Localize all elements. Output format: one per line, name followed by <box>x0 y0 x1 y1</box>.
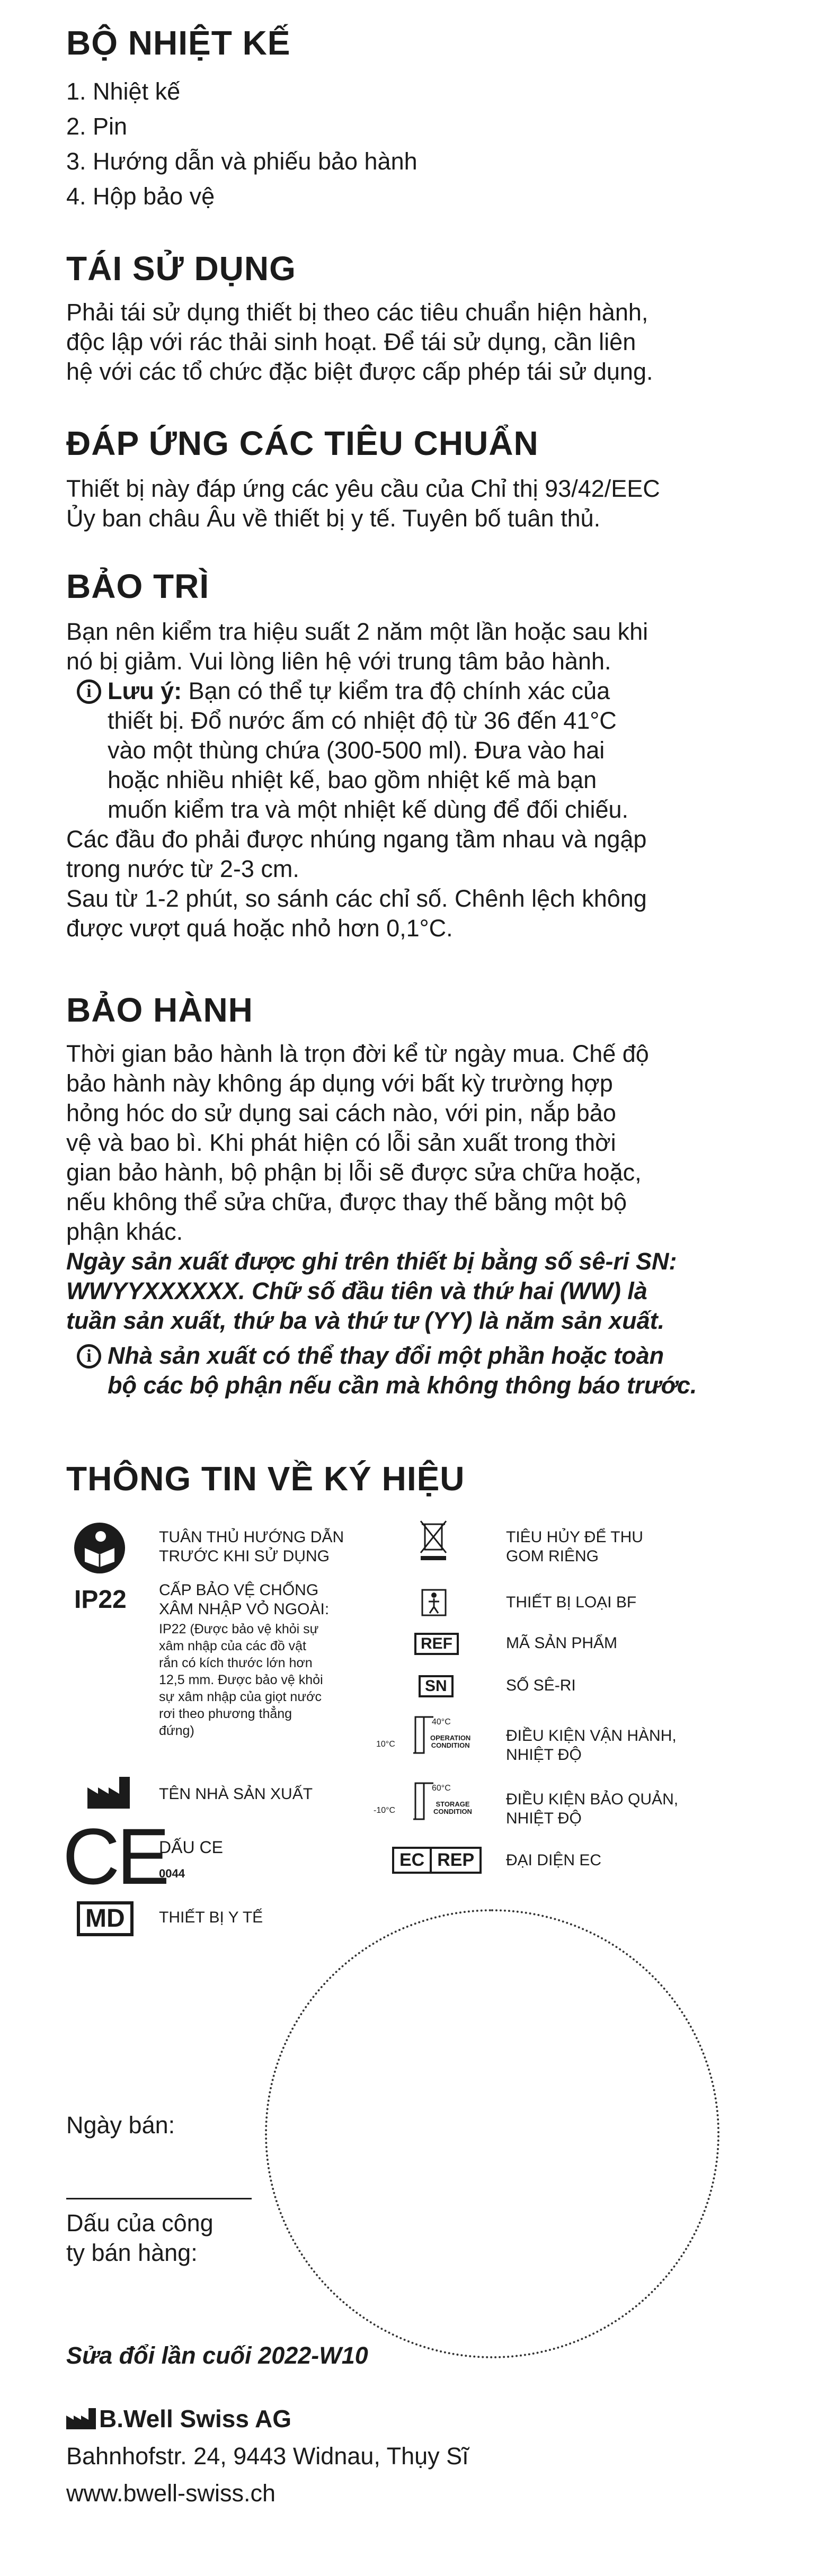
label-line: STORAGE <box>436 1800 470 1808</box>
label-line: Dấu của công <box>66 2210 214 2237</box>
ec-label: ĐẠI DIỆN EC <box>506 1851 602 1869</box>
sale-date-label: Ngày bán: <box>66 2112 175 2139</box>
maintenance-body <box>66 617 808 943</box>
warranty-line: bảo hành này không áp dụng với bất kỳ trường hợp <box>66 1070 613 1097</box>
kit-list <box>66 74 418 214</box>
md-label: THIẾT BỊ Y TẾ <box>159 1909 263 1926</box>
manufacturer-icon <box>87 1777 130 1809</box>
sn-label: SỐ SÊ-RI <box>506 1677 576 1694</box>
note-line: thiết bị. Đổ nước ấm có nhiệt độ từ 36 đến 41°C <box>108 707 617 734</box>
stamp-circle <box>265 1909 719 2358</box>
ec-badge: EC <box>394 1849 432 1872</box>
ce-number: 0044 <box>159 1867 185 1880</box>
maintenance-line: Sau từ 1-2 phút, so sánh các chỉ số. Chênh lệch không <box>66 885 647 912</box>
follow-instructions-label <box>159 1528 344 1566</box>
bf-label: THIẾT BỊ LOẠI BF <box>506 1594 637 1611</box>
sn-badge: SN <box>419 1675 454 1697</box>
warranty-line: Thời gian bảo hành là trọn đời kể từ ngày mua. Chế độ <box>66 1040 649 1067</box>
ip-title <box>159 1581 329 1619</box>
label-line: GOM RIÊNG <box>506 1548 599 1565</box>
label-line: ty bán hàng: <box>66 2239 198 2266</box>
ec-rep-badge <box>392 1847 482 1874</box>
recycle-title: TÁI SỬ DỤNG <box>66 249 296 288</box>
manufacturer-label: TÊN NHÀ SẢN XUẤT <box>159 1785 313 1803</box>
maintenance-line: Các đầu đo phải được nhúng ngang tầm nhau và ngập <box>66 826 647 853</box>
note-line: hoặc nhiều nhiệt kế, bao gồm nhiệt kế mà bạn <box>108 766 597 793</box>
company-name-text: B.Well Swiss AG <box>99 2405 291 2432</box>
kit-item: 3. Hướng dẫn và phiếu bảo hành <box>66 148 418 175</box>
sale-date-line <box>66 2198 252 2199</box>
label-line: sự xâm nhập của giọt nước <box>159 1689 322 1704</box>
warranty-line: gian bảo hành, bộ phận bị lỗi sẽ được sửa chữa hoặc, <box>66 1159 642 1186</box>
op-high: 40°C <box>432 1718 451 1727</box>
recycle-body <box>66 298 653 387</box>
label-line: rắn có kích thước lớn hơn <box>159 1656 313 1670</box>
kit-item: 1. Nhiệt kế <box>66 78 181 105</box>
warranty-serial-line: WWYYXXXXXX. Chữ số đầu tiên và thứ hai (WW) là <box>66 1277 647 1304</box>
label-line: rơi theo phương thẳng <box>159 1706 292 1721</box>
recycle-line: Phải tái sử dụng thiết bị theo các tiêu chuẩn hiện hành, <box>66 299 649 326</box>
maintenance-title: BẢO TRÌ <box>66 567 210 605</box>
label-line: CONDITION <box>433 1808 472 1815</box>
weee-bin-icon <box>419 1519 448 1561</box>
label-line: CONDITION <box>431 1741 470 1749</box>
label-line: đứng) <box>159 1723 194 1738</box>
maintenance-note <box>77 676 808 825</box>
label-line: ĐIỀU KIỆN VẬN HÀNH, <box>506 1727 677 1745</box>
op-low: 10°C <box>376 1740 395 1749</box>
ref-badge: REF <box>414 1633 459 1655</box>
st-high: 60°C <box>432 1784 451 1793</box>
st-low: -10°C <box>374 1806 396 1815</box>
kit-item: 4. Hộp bảo vệ <box>66 183 215 210</box>
label-line: NHIỆT ĐỘ <box>506 1810 582 1827</box>
note-line: muốn kiểm tra và một nhiệt kế dùng để đối chiếu. <box>108 796 629 823</box>
label-line: IP22 (Được bảo vệ khỏi sự <box>159 1622 319 1636</box>
op-label <box>506 1727 677 1765</box>
warranty-note-line: bộ các bộ phận nếu cần mà không thông báo trước. <box>108 1372 697 1399</box>
warranty-line: hỏng hóc do sử dụng sai cách nào, với pin, nắp bảo <box>66 1099 616 1126</box>
standards-line: Thiết bị này đáp ứng các yêu cầu của Chỉ thị 93/42/EEC <box>66 475 660 502</box>
maintenance-line: được vượt quá hoặc nhỏ hơn 0,1°C. <box>66 915 453 942</box>
label-line: TUÂN THỦ HƯỚNG DẪN <box>159 1528 344 1546</box>
maintenance-line: nó bị giảm. Vui lòng liên hệ với trung tâm bảo hành. <box>66 648 611 675</box>
rep-badge: REP <box>437 1850 475 1870</box>
warranty-line: nếu không thể sửa chữa, được thay thế bằng một bộ <box>66 1188 627 1215</box>
standards-body <box>66 474 660 533</box>
ce-mark: CE <box>63 1812 167 1901</box>
ref-label: MÃ SẢN PHẨM <box>506 1634 618 1652</box>
maintenance-line: trong nước từ 2-3 cm. <box>66 855 299 882</box>
company-address: Bahnhofstr. 24, 9443 Widnau, Thụy Sĩ <box>66 2443 469 2470</box>
label-line: OPERATION <box>430 1734 471 1742</box>
md-badge: MD <box>77 1901 134 1936</box>
label-line: TRƯỚC KHI SỬ DỤNG <box>159 1548 330 1565</box>
info-icon: i <box>77 679 101 704</box>
st-label <box>506 1790 678 1828</box>
note-label: Lưu ý: <box>108 677 182 704</box>
label-line: ĐIỀU KIỆN BẢO QUẢN, <box>506 1791 679 1808</box>
note-line: vào một thùng chứa (300-500 ml). Đưa vào hai <box>108 737 605 764</box>
label-line: TIÊU HỦY ĐỂ THU <box>506 1528 643 1546</box>
warranty-title: BẢO HÀNH <box>66 991 253 1029</box>
recycle-line: hệ với các tổ chức đặc biệt được cấp phép tái sử dụng. <box>66 358 653 385</box>
ip-description <box>159 1621 323 1739</box>
kit-item: 2. Pin <box>66 113 128 140</box>
bf-type-icon <box>421 1589 447 1616</box>
label-line: 12,5 mm. Được bảo vệ khỏi <box>159 1672 323 1687</box>
warranty-serial-line: tuần sản xuất, thứ ba và thứ tư (YY) là năm sản xuất. <box>66 1307 665 1334</box>
standards-line: Ủy ban châu Âu về thiết bị y tế. Tuyên bố tuân thủ. <box>66 505 601 532</box>
note-text: Bạn có thể tự kiểm tra độ chính xác của <box>182 677 610 704</box>
warranty-line: vệ và bao bì. Khi phát hiện có lỗi sản xuất trong thời <box>66 1129 616 1156</box>
warranty-body <box>66 1039 808 1400</box>
st-condition-text <box>433 1801 472 1815</box>
recycle-line: độc lập với rác thải sinh hoạt. Để tái sử dụng, cần liên <box>66 328 636 355</box>
label-line: NHIỆT ĐỘ <box>506 1746 582 1764</box>
symbols-title: THÔNG TIN VỀ KÝ HIỆU <box>66 1460 465 1498</box>
sale-stamp-label <box>66 2208 214 2268</box>
label-line: CẤP BẢO VỆ CHỐNG <box>159 1581 319 1599</box>
revision: Sửa đổi lần cuối 2022-W10 <box>66 2342 368 2369</box>
ip22-badge: IP22 <box>74 1586 127 1614</box>
warranty-line: phận khác. <box>66 1218 183 1245</box>
standards-title: ĐÁP ỨNG CÁC TIÊU CHUẨN <box>66 424 539 462</box>
label-line: xâm nhập của các đồ vật <box>159 1639 306 1653</box>
company-website[interactable]: www.bwell-swiss.ch <box>66 2480 276 2507</box>
kit-title: BỘ NHIỆT KẾ <box>66 24 291 62</box>
company-name <box>66 2404 291 2433</box>
warranty-note-line: Nhà sản xuất có thể thay đổi một phần hoặc toàn <box>108 1342 664 1369</box>
maintenance-line: Bạn nên kiểm tra hiệu suất 2 năm một lần hoặc sau khi <box>66 618 649 645</box>
info-icon: i <box>77 1344 101 1368</box>
op-condition-text <box>430 1734 470 1749</box>
label-line: XÂM NHẬP VỎ NGOÀI: <box>159 1600 330 1618</box>
ce-label: DẤU CE <box>159 1838 223 1857</box>
manufacturer-icon <box>66 2408 96 2429</box>
weee-label <box>506 1528 643 1566</box>
warranty-note <box>77 1341 808 1400</box>
book-reader-icon <box>73 1522 126 1575</box>
temperature-limit-icon <box>413 1782 434 1824</box>
warranty-serial-line: Ngày sản xuất được ghi trên thiết bị bằng số sê-ri SN: <box>66 1248 677 1275</box>
